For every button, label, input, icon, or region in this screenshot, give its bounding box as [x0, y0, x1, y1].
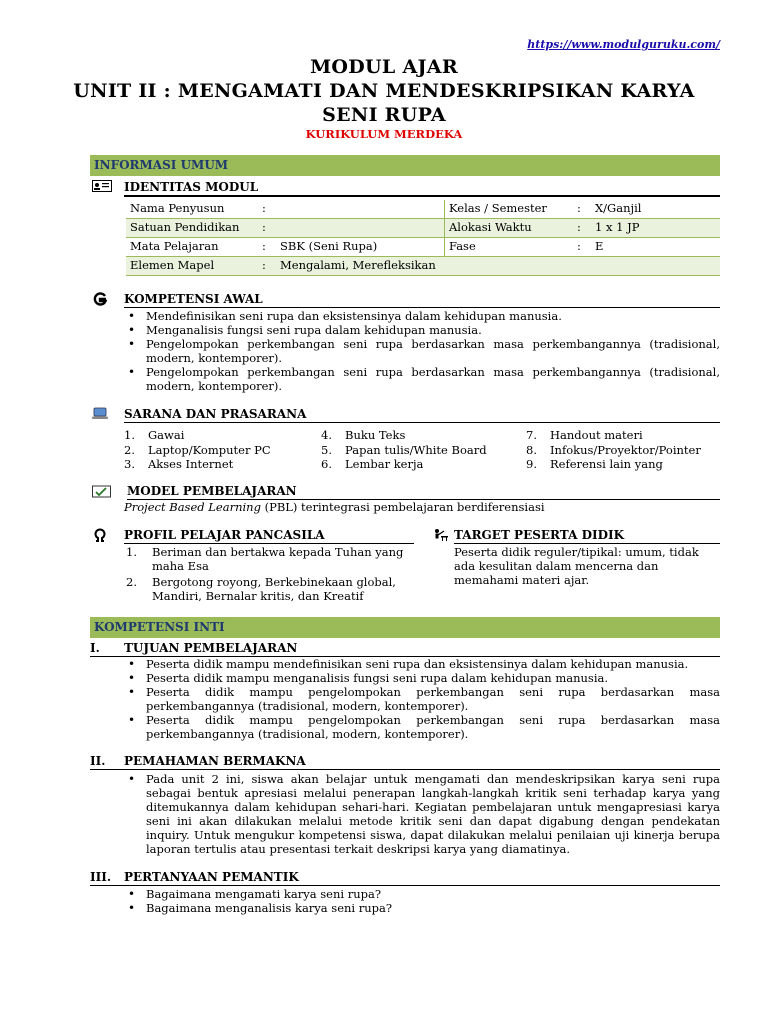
- list-item: [321, 428, 526, 443]
- item-number: 3.: [124, 457, 135, 472]
- list-item: • Peserta didik mampu pengelompokan perkembangan seni rupa berdasarkan masa perkembangannya (tradisional, modern, kontemporer).: [124, 713, 720, 741]
- item-text: Beriman dan bertakwa kepada Tuhan yang maha Esa: [152, 545, 404, 573]
- list-item: [526, 443, 726, 458]
- list-item: [126, 545, 411, 573]
- item-number: 2.: [126, 575, 137, 589]
- list-item: • Peserta didik mampu menganalisis fungsi seni rupa dalam kehidupan manusia.: [124, 671, 720, 685]
- item-number: 6.: [321, 457, 332, 472]
- cell-sep: :: [573, 219, 591, 238]
- table-row: [126, 219, 720, 238]
- teacher-icon: [433, 528, 449, 545]
- list-item: • Bagaimana menganalisis karya seni rupa?: [124, 901, 720, 915]
- list-item: • Mendefinisikan seni rupa dan eksistensinya dalam kehidupan manusia.: [124, 309, 720, 323]
- list-item: [321, 443, 526, 458]
- list-item: • Pengelompokan perkembangan seni rupa berdasarkan masa perkembangannya (tradisional, modern, kontemporer).: [124, 365, 720, 393]
- list-item: [526, 457, 726, 472]
- cell-value: [276, 219, 445, 238]
- informasi-umum-bar: INFORMASI UMUM: [90, 155, 720, 176]
- item-text: Bergotong royong, Berkebinekaan global, Mandiri, Bernalar kritis, dan Kreatif: [152, 575, 396, 603]
- list-item: • Bagaimana mengamati karya seni rupa?: [124, 887, 720, 901]
- model-heading: MODEL PEMBELAJARAN: [127, 484, 720, 500]
- cell-value: [276, 200, 445, 219]
- kompetensi-awal-heading: KOMPETENSI AWAL: [124, 292, 720, 308]
- item-number: 7.: [526, 428, 537, 442]
- cell-label: Elemen Mapel: [126, 257, 258, 276]
- list-item: [124, 428, 324, 443]
- cell-label: Alokasi Waktu: [445, 219, 574, 238]
- item-text: Referensi lain yang: [550, 457, 663, 472]
- identitas-table: [126, 200, 720, 276]
- module-title: MODUL AJAR: [310, 56, 458, 78]
- item-text: Gawai: [148, 428, 185, 442]
- table-row: [126, 257, 720, 276]
- kompetensi-awal-list: [124, 309, 720, 393]
- item-number: 1.: [124, 428, 135, 442]
- item-text: Lembar kerja: [345, 457, 424, 472]
- tujuan-heading: TUJUAN PEMBELAJARAN: [90, 641, 720, 657]
- cell-sep: :: [573, 200, 591, 219]
- laptop-icon: [92, 407, 108, 423]
- profil-list: [126, 545, 411, 603]
- item-number: 4.: [321, 428, 332, 442]
- cell-label: Nama Penyusun: [126, 200, 258, 219]
- monitor-check-icon: [92, 484, 112, 501]
- list-item: • Pada unit 2 ini, siswa akan belajar untuk mengamati dan mendeskripsikan karya seni rupa sebagai bentuk apresiasi melalui penerapan langkah-langkah kritik seni terhadap karya yang ditemukannya dalam kehidupan sehari-hari. Kegiatan pembelajaran untuk mengapresiasi karya seni ini akan dilakukan melalui metode kritik seni dan dapat digabung dengan pendekatan inquiry. Untuk mengukur kompetensi siswa, dapat dilakukan melalui penilaian uji kinerja berupa laporan tertulis atau presentasi terkait deskripsi karya yang diamatinya.: [124, 772, 720, 856]
- cell-value: Mengalami, Merefleksikan: [276, 257, 720, 276]
- item-text: Infokus/Proyektor/Pointer: [550, 442, 701, 457]
- cell-value: 1 x 1 JP: [591, 219, 720, 238]
- unit-title: UNIT II : MENGAMATI DAN MENDESKRIPSIKAN KARYA: [73, 80, 695, 102]
- sarana-col-1: [124, 428, 324, 472]
- sarana-col-3: [526, 428, 726, 472]
- cell-sep: :: [258, 238, 276, 257]
- list-item: [124, 443, 324, 458]
- cell-value: E: [591, 238, 720, 257]
- cell-sep: :: [258, 219, 276, 238]
- source-url[interactable]: https://www.modulguruku.com/: [527, 38, 720, 51]
- identitas-heading: IDENTITAS MODUL: [124, 180, 720, 197]
- list-item: [126, 575, 411, 603]
- list-item: • Menganalisis fungsi seni rupa dalam kehidupan manusia.: [124, 323, 720, 337]
- item-number: 8.: [526, 442, 537, 457]
- cell-sep: :: [573, 238, 591, 257]
- kompetensi-inti-bar: KOMPETENSI INTI: [90, 617, 720, 638]
- cell-label: Fase: [445, 238, 574, 257]
- item-text: Buku Teks: [345, 428, 406, 442]
- target-heading: TARGET PESERTA DIDIK: [454, 528, 720, 544]
- item-text: Papan tulis/White Board: [345, 442, 487, 457]
- model-name: Project Based Learning: [124, 500, 261, 514]
- item-number: 2.: [124, 442, 135, 457]
- sarana-col-2: [321, 428, 526, 472]
- pemahaman-heading: PEMAHAMAN BERMAKNA: [90, 754, 720, 770]
- item-text: Handout materi: [550, 428, 643, 442]
- list-item: • Pengelompokan perkembangan seni rupa berdasarkan masa perkembangannya (tradisional, modern, kontemporer).: [124, 337, 720, 365]
- table-row: [126, 238, 720, 257]
- target-text: Peserta didik reguler/tipikal: umum, tidak ada kesulitan dalam mencerna dan memahami materi ajar.: [454, 545, 699, 587]
- g-logo-icon: [93, 292, 107, 309]
- pemahaman-list: [124, 772, 720, 856]
- cell-value: SBK (Seni Rupa): [276, 238, 445, 257]
- item-text: Laptop/Komputer PC: [148, 442, 271, 457]
- profil-heading: PROFIL PELAJAR PANCASILA: [124, 528, 414, 544]
- list-item: [526, 428, 726, 443]
- item-number: 1.: [126, 545, 137, 559]
- cell-label: Mata Pelajaran: [126, 238, 258, 257]
- list-item: • Peserta didik mampu mendefinisikan seni rupa dan eksistensinya dalam kehidupan manusia.: [124, 657, 720, 671]
- list-item: • Peserta didik mampu pengelompokan perkembangan seni rupa berdasarkan masa perkembangannya (tradisional, modern, kontemporer).: [124, 685, 720, 713]
- item-number: 9.: [526, 457, 537, 472]
- cell-value: X/Ganjil: [591, 200, 720, 219]
- unit-title-cont: SENI RUPA: [322, 104, 446, 126]
- model-desc: (PBL) terintegrasi pembelajaran berdiferensiasi: [260, 500, 545, 514]
- list-item: [124, 457, 324, 472]
- cell-label: Kelas / Semester: [445, 200, 574, 219]
- pertanyaan-list: [124, 887, 720, 915]
- curriculum-label: KURIKULUM MERDEKA: [305, 127, 463, 141]
- section-number: I.: [90, 641, 100, 655]
- section-number: III.: [90, 870, 112, 884]
- pertanyaan-heading: PERTANYAAN PEMANTIK: [90, 870, 720, 886]
- section-number: II.: [90, 754, 106, 768]
- sarana-heading: SARANA DAN PRASARANA: [124, 407, 720, 423]
- omega-icon: [93, 528, 107, 545]
- table-row: [126, 200, 720, 219]
- list-item: [321, 457, 526, 472]
- item-text: Akses Internet: [148, 457, 234, 472]
- cell-sep: :: [258, 257, 276, 276]
- cell-label: Satuan Pendidikan: [126, 219, 258, 238]
- id-card-icon: [92, 180, 112, 195]
- tujuan-list: [124, 657, 720, 741]
- item-number: 5.: [321, 442, 332, 457]
- cell-sep: :: [258, 200, 276, 219]
- model-text: [124, 500, 545, 514]
